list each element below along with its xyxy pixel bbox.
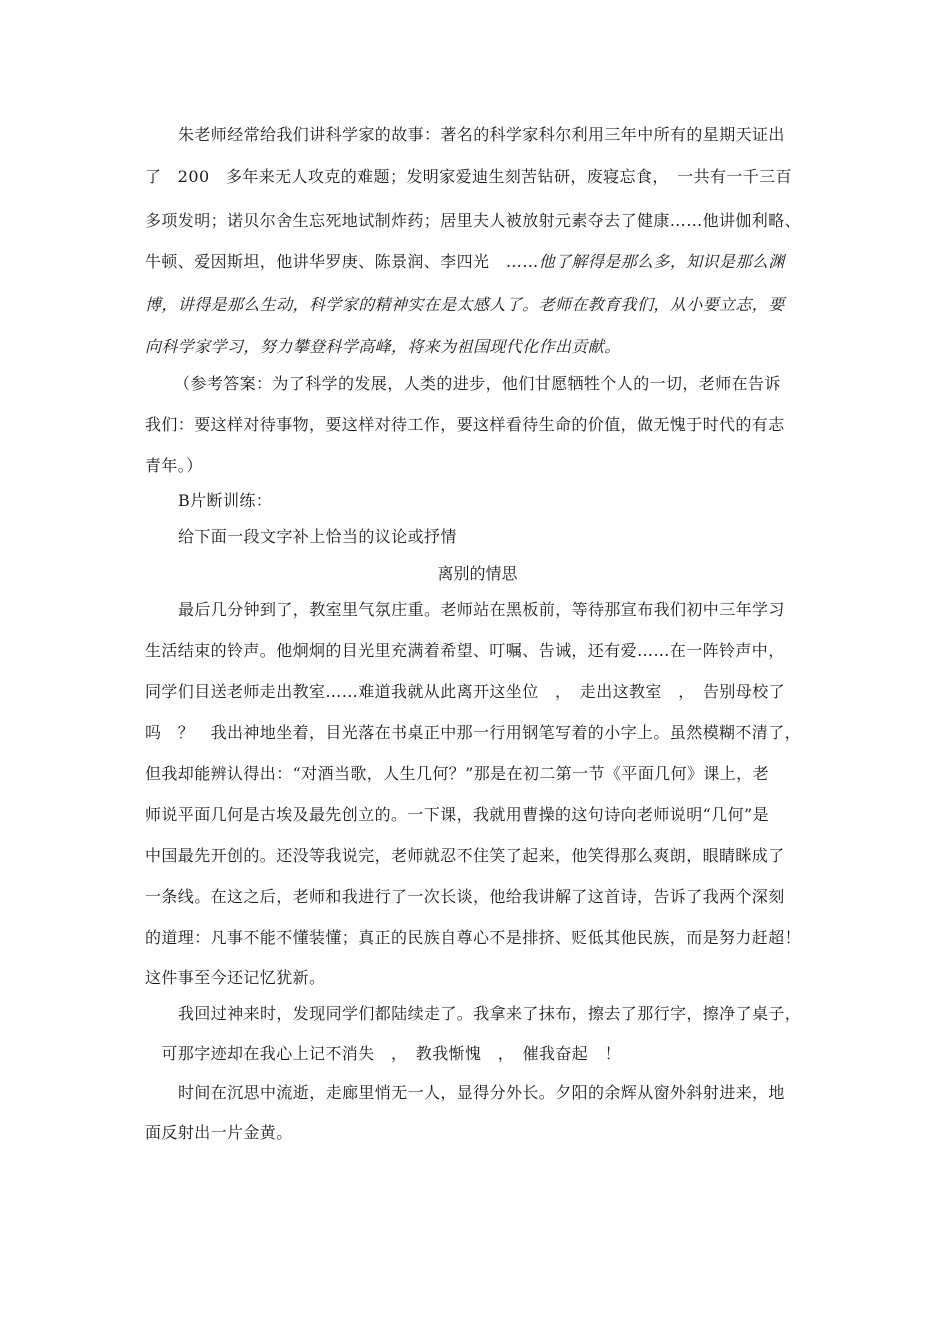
passage-p3-line-2: 面反射出一片金黄。 <box>145 1123 293 1142</box>
story-line-3: 多项发明；诺贝尔舍生忘死地试制炸药；居里夫人被放射元素夺去了健康……他讲伽利略、 <box>145 211 802 230</box>
story-line-6: 向科学家学习，努力攀登科学高峰，将来为祖国现代化作出贡献。 <box>145 337 621 356</box>
passage-p2-line-1: 我回过神来时，发现同学们都陆续走了。我拿来了抹布，擦去了那行字，擦净了桌子， <box>178 1004 802 1023</box>
answer-line-3: 青年。） <box>145 456 203 475</box>
passage-p1-line-8: 一条线。在这之后，老师和我进行了一次长谈，他给我讲解了这首诗，告诉了我两个深刻 <box>145 887 785 906</box>
story-line-4-regular: 牛顿、爱因斯坦，他讲华罗庚、陈景润、李四光 <box>145 252 506 271</box>
story-line-4-italic: ……他了解得是那么多，知识是那么渊 <box>505 252 785 271</box>
passage-p1-line-7: 中国最先开创的。还没等我说完，老师就忍不住笑了起来，他笑得那么爽朗，眼睛眯成了 <box>145 846 785 865</box>
passage-p1-line-1: 最后几分钟到了，教室里气氛庄重。老师站在黑板前，等待那宣布我们初中三年学习 <box>178 600 785 619</box>
section-b-heading: B片断训练： <box>178 491 273 510</box>
passage-p3-line-1: 时间在沉思中流逝，走廊里悄无一人，显得分外长。夕阳的余辉从窗外斜射进来，地 <box>178 1083 785 1102</box>
passage-p1-line-2: 生活结束的铃声。他炯炯的目光里充满着希望、叮嘱、告诫，还有爱……在一阵铃声中， <box>145 641 785 660</box>
passage-p1-line-6: 师说平面几何是古埃及最先创立的。一下课，我就用曹操的这句诗向老师说明“几何”是 <box>145 805 769 824</box>
story-line-1: 朱老师经常给我们讲科学家的故事：著名的科学家科尔利用三年中所有的星期天证出 <box>178 125 785 144</box>
section-b-instruction: 给下面一段文字补上恰当的议论或抒情 <box>178 527 457 546</box>
story-line-2: 了 200 多年来无人攻克的难题；发明家爱迪生刻苦钻研，废寝忘食， 一共有一千三百 <box>145 167 792 186</box>
passage-p1-line-10: 这件事至今还记忆犹新。 <box>145 968 326 987</box>
passage-p1-line-4: 吗 ？ 我出神地坐着，目光落在书桌正中那一行用钢笔写着的小字上。虽然模糊不清了， <box>145 723 802 742</box>
passage-title: 离别的情思 <box>437 564 518 583</box>
answer-line-2: 我们：要这样对待事物，要这样对待工作，要这样看待生命的价值，做无愧于时代的有志 <box>145 415 785 434</box>
story-line-5: 博，讲得是那么生动，科学家的精神实在是太感人了。老师在教育我们，从小要立志，要 <box>145 295 785 314</box>
passage-p1-line-3: 同学们目送老师走出教室……难道我就从此离开这坐位 ， 走出这教室 ， 告别母校了 <box>145 682 786 701</box>
story-line-4 <box>145 251 810 273</box>
passage-p1-line-5: 但我却能辨认得出：“对酒当歌，人生几何？”那是在初二第一节《平面几何》课上，老 <box>145 764 769 783</box>
answer-line-1: （参考答案：为了科学的发展，人类的进步，他们甘愿牺牲个人的一切，老师在告诉 <box>174 374 781 393</box>
passage-p1-line-9: 的道理：凡事不能不懂装懂；真正的民族自尊心不是排挤、贬低其他民族，而是努力赶超！ <box>145 928 802 947</box>
passage-p2-line-2: 可那字迹却在我心上记不消失 ， 教我惭愧 ， 催我奋起 ！ <box>145 1044 622 1063</box>
